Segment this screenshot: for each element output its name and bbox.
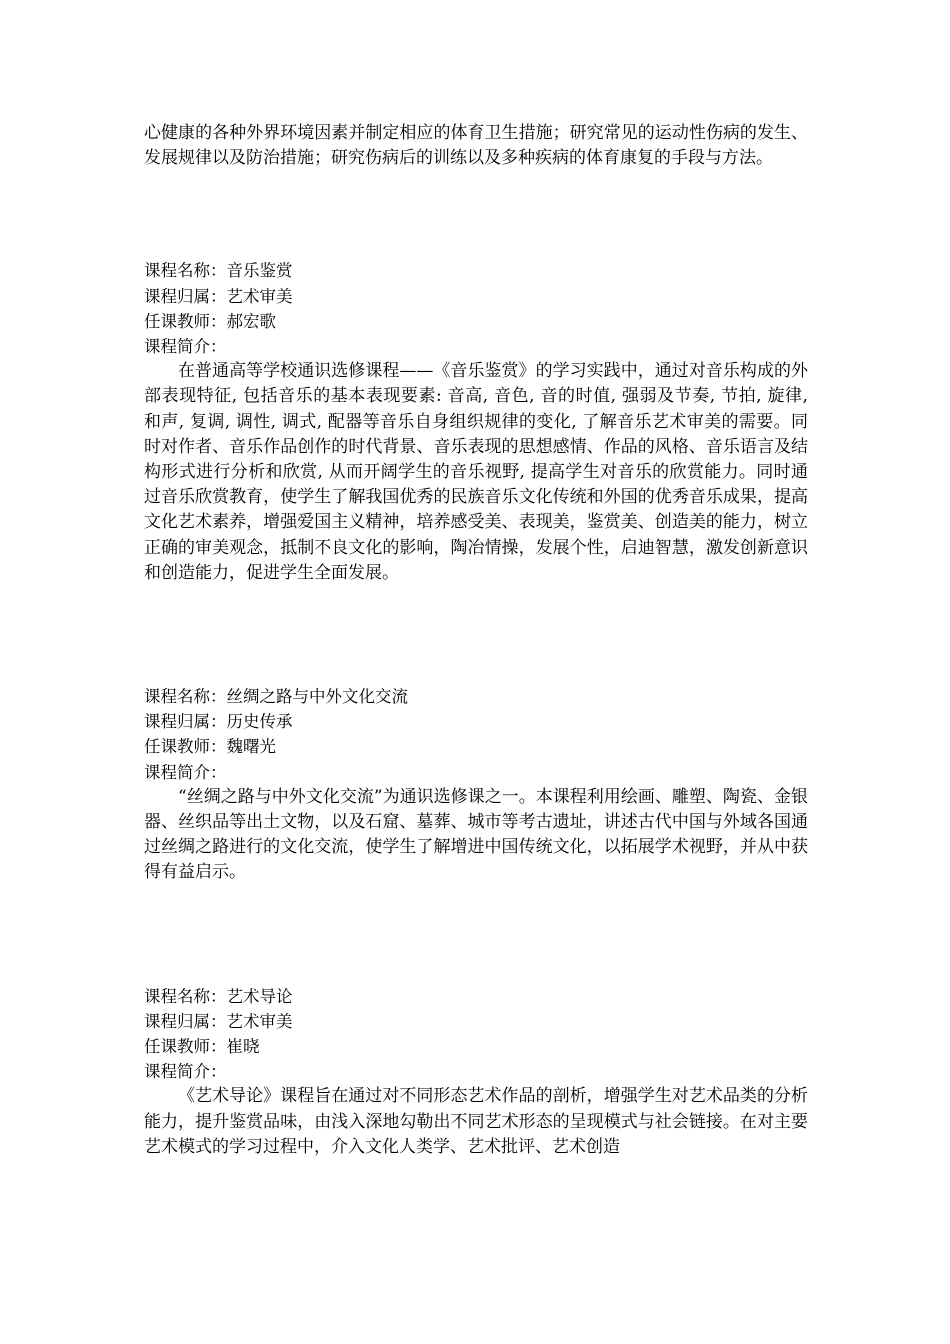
course-entry [144,258,808,586]
course-teacher: 任课教师：魏曙光 [144,737,276,757]
course-category: 课程归属：艺术审美 [144,1011,293,1031]
course-intro-text: “丝绸之路与中外文化交流”为通识选修课之一。本课程利用绘画、雕塑、陶瓷、金银器、丝织品等出土文物，以及石窟、墓葬、城市等考古遗址，讲述古代中国与外域各国通过丝绸之路进行的文化交流，使学生了解增进中国传统文化，以拓展学术视野，并从中获得有益启示。 [144,786,808,883]
course-intro-label: 课程简介： [144,1062,227,1082]
course-name: 课程名称：丝绸之路与中外文化交流 [144,687,408,707]
course-entry [144,684,808,886]
course-teacher: 任课教师：崔晓 [144,1037,260,1057]
course-intro-label: 课程简介： [144,337,227,357]
intro-paragraph: 心健康的各种外界环境因素并制定相应的体育卫生措施；研究常见的运动性伤病的发生、发展规律以及防治措施；研究伤病后的训练以及多种疾病的体育康复的手段与方法。 [144,123,808,169]
course-category: 课程归属：艺术审美 [144,286,293,306]
course-intro-text: 在普通高等学校通识选修课程——《音乐鉴赏》的学习实践中，通过对音乐构成的外部表现特征, 包括音乐的基本表现要素: 音高, 音色, 音的时值, 强弱及节奏, 节拍, 旋律, 和声, 复调, 调性, 调式, 配器等音乐自身组织规律的变化, 了解音乐艺术审美的需要。同时对作者、音乐作品创作的时代背景、音乐表现的思想感情、作品的风格、音乐语言及结构形式进行分析和欣赏, 从而开阔学生的音乐视野, 提高学生对音乐的欣赏能力。同时通过音乐欣赏教育，使学生了解我国优秀的民族音乐文化传统和外国的优秀音乐成果，提高文化艺术素养，增强爱国主义精神，培养感受美、表现美，鉴赏美、创造美的能力，树立正确的审美观念，抵制不良文化的影响，陶冶情操，发展个性，启迪智慧，激发创新意识和创造能力，促进学生全面发展。 [144,361,808,583]
course-entry [144,984,808,1160]
document-page [144,121,808,1160]
course-category: 课程归属：历史传承 [144,712,293,732]
course-name: 课程名称：艺术导论 [144,986,293,1006]
course-teacher: 任课教师：郝宏歌 [144,311,276,331]
course-intro-label: 课程简介： [144,762,227,782]
course-intro-text: 《艺术导论》课程旨在通过对不同形态艺术作品的剖析，增强学生对艺术品类的分析能力，提升鉴赏品味，由浅入深地勾勒出不同艺术形态的呈现模式与社会链接。在对主要艺术模式的学习过程中，介入文化人类学、艺术批评、艺术创造 [144,1086,808,1157]
course-name: 课程名称：音乐鉴赏 [144,261,293,281]
